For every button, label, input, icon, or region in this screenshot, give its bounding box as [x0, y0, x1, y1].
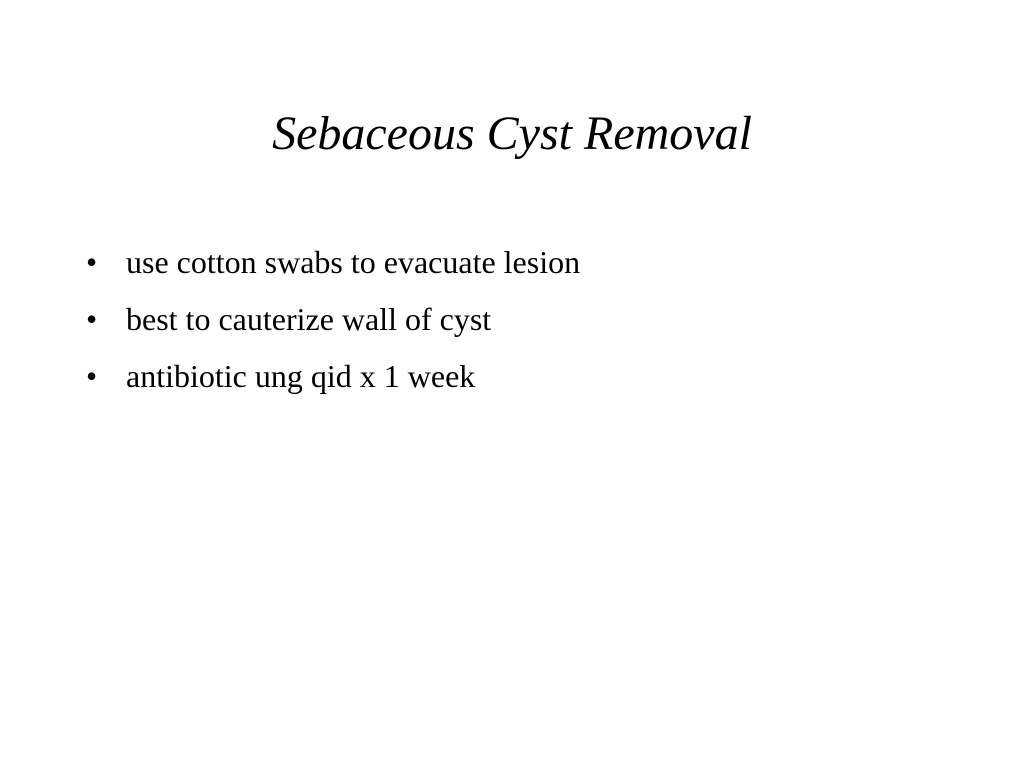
- bullet-item-evacuate: [86, 238, 580, 286]
- bullet-text: best to cauterize wall of cyst: [126, 301, 492, 337]
- bullet-icon: •: [86, 301, 98, 337]
- bullet-text: use cotton swabs to evacuate lesion: [126, 244, 581, 280]
- bullet-icon: •: [86, 244, 98, 280]
- bullet-item-cauterize: [86, 295, 580, 343]
- bullet-item-antibiotic: [86, 352, 580, 400]
- bullet-list: [86, 238, 580, 409]
- slide-title: Sebaceous Cyst Removal: [272, 107, 752, 160]
- bullet-icon: •: [86, 358, 98, 394]
- bullet-text: antibiotic ung qid x 1 week: [126, 358, 476, 394]
